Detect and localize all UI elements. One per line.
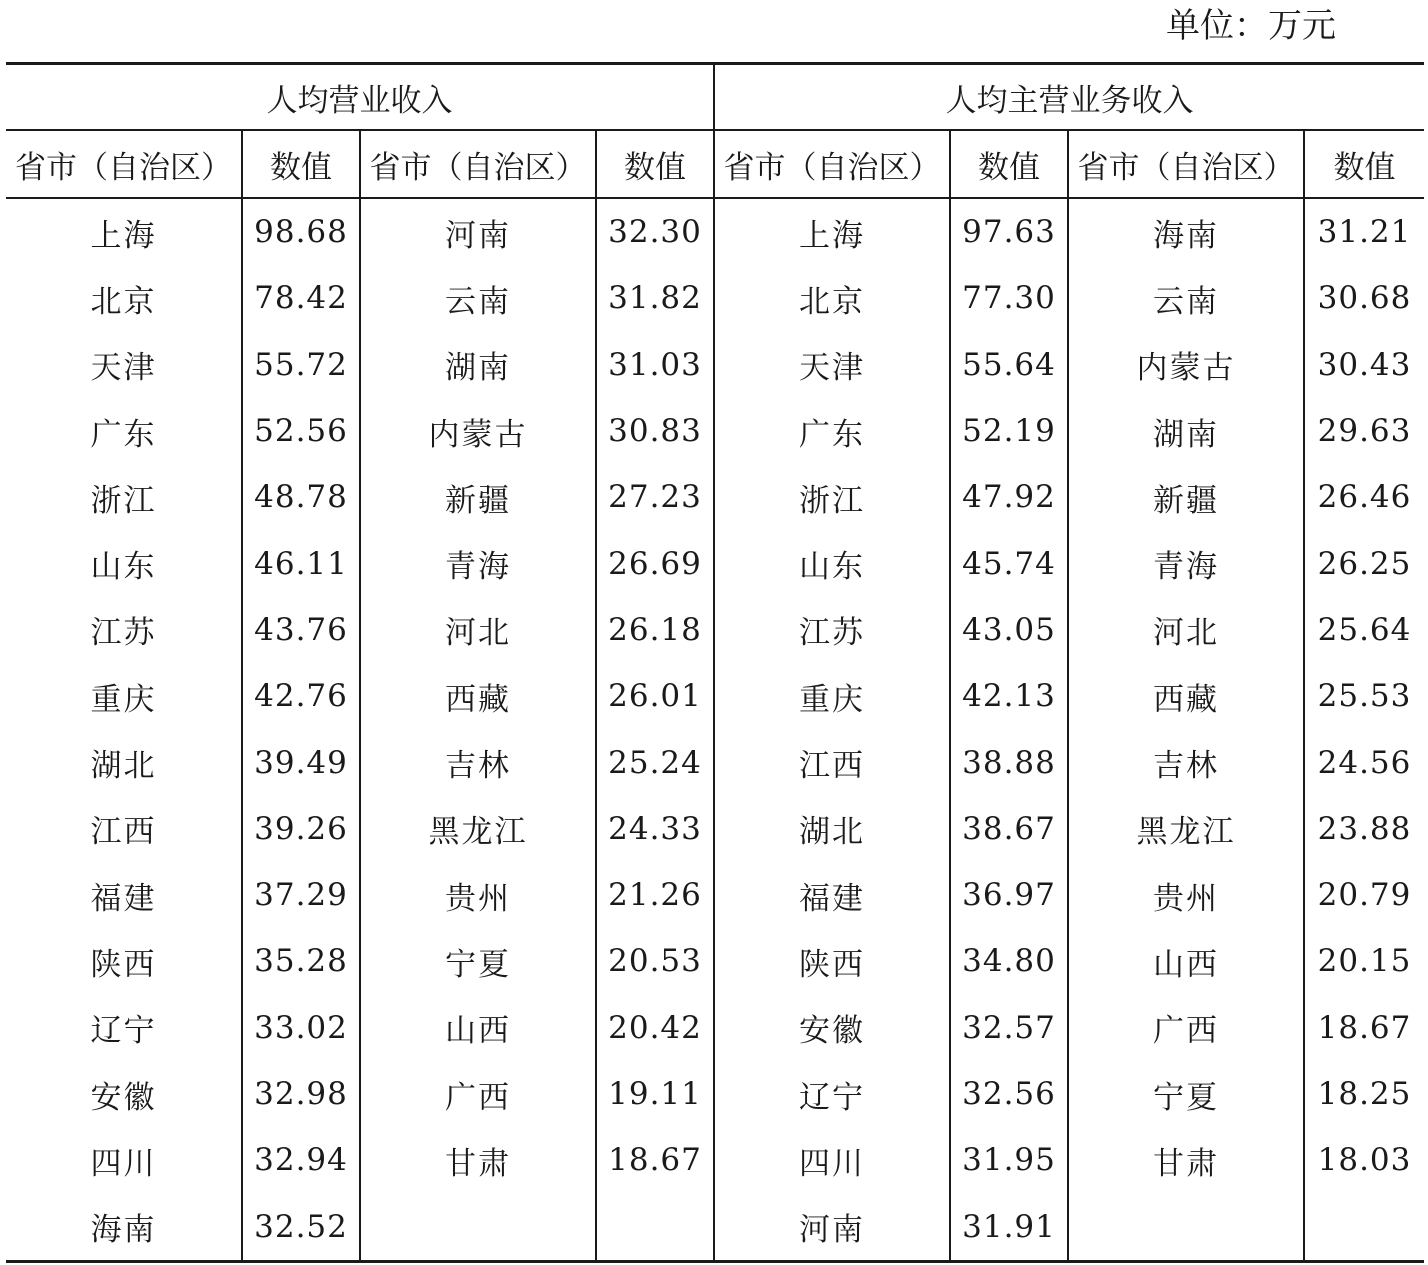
province-cell: 陕西: [714, 928, 950, 994]
province-cell: 天津: [714, 332, 950, 398]
group-header-main-business-revenue: 人均主营业务收入: [714, 64, 1424, 131]
value-cell: 32.98: [242, 1061, 360, 1127]
value-cell: 35.28: [242, 928, 360, 994]
value-cell: 25.64: [1304, 597, 1424, 663]
province-cell: 广东: [714, 398, 950, 464]
value-cell: 26.46: [1304, 464, 1424, 530]
province-cell: 云南: [360, 265, 596, 331]
province-cell: 安徽: [90, 1079, 157, 1116]
province-cell: 湖南: [1068, 398, 1304, 464]
province-cell: 新疆: [360, 464, 596, 530]
province-cell: 福建: [714, 862, 950, 928]
province-cell: 宁夏: [360, 928, 596, 994]
province-cell: 河北: [360, 597, 596, 663]
value-cell: 32.56: [950, 1061, 1068, 1127]
table-row: [6, 729, 1424, 795]
province-cell: 黑龙江: [1068, 796, 1304, 862]
value-cell: 26.25: [1304, 530, 1424, 596]
province-cell: 北京: [90, 283, 157, 320]
table-row: [6, 796, 1424, 862]
value-cell: 46.11: [242, 530, 360, 596]
province-cell: 上海: [714, 198, 950, 265]
unit-label: 单位：万元: [1166, 6, 1336, 46]
province-cell: 天津: [90, 350, 157, 387]
value-cell: 52.56: [242, 398, 360, 464]
province-cell: 山西: [360, 995, 596, 1061]
value-cell: 55.72: [242, 332, 360, 398]
table-row: [6, 862, 1424, 928]
province-cell: 青海: [360, 530, 596, 596]
column-header-province: 省市（自治区）: [6, 130, 242, 198]
value-cell: 27.23: [596, 464, 714, 530]
province-cell: 重庆: [90, 681, 157, 718]
value-cell: 31.82: [596, 265, 714, 331]
value-cell: 31.03: [596, 332, 714, 398]
province-cell: 山东: [714, 530, 950, 596]
province-cell: 吉林: [1068, 729, 1304, 795]
value-cell: 26.18: [596, 597, 714, 663]
province-cell: 浙江: [90, 482, 157, 519]
column-header-province: 省市（自治区）: [1068, 130, 1304, 198]
value-cell: 30.43: [1304, 332, 1424, 398]
province-cell: 宁夏: [1068, 1061, 1304, 1127]
province-cell: 海南: [1068, 198, 1304, 265]
province-cell: 江西: [90, 814, 157, 851]
group-header-revenue: 人均营业收入: [6, 64, 714, 131]
group-header-row: [6, 64, 1424, 131]
value-cell: 18.67: [1304, 995, 1424, 1061]
value-cell: 32.57: [950, 995, 1068, 1061]
province-cell: 四川: [90, 1145, 157, 1182]
value-cell: 45.74: [950, 530, 1068, 596]
value-cell: 36.97: [950, 862, 1068, 928]
province-cell: 甘肃: [360, 1127, 596, 1193]
column-header-value: 数值: [950, 130, 1068, 198]
table-row: [6, 597, 1424, 663]
table-row: [6, 1193, 1424, 1261]
value-cell: 23.88: [1304, 796, 1424, 862]
column-header-value: 数值: [1304, 130, 1424, 198]
value-cell: 24.33: [596, 796, 714, 862]
value-cell: 37.29: [242, 862, 360, 928]
province-cell: 河南: [714, 1193, 950, 1261]
value-cell: 26.01: [596, 663, 714, 729]
province-cell: 江苏: [90, 615, 157, 652]
province-cell: 西藏: [1068, 663, 1304, 729]
value-cell: 25.24: [596, 729, 714, 795]
value-cell: 20.53: [596, 928, 714, 994]
province-cell: 江西: [714, 729, 950, 795]
value-cell: 97.63: [950, 198, 1068, 265]
table-row: [6, 995, 1424, 1061]
province-cell: 黑龙江: [360, 796, 596, 862]
value-cell: 38.67: [950, 796, 1068, 862]
value-cell: 33.02: [242, 995, 360, 1061]
province-cell: 贵州: [1068, 862, 1304, 928]
province-cell: [360, 1193, 596, 1261]
value-cell: 43.05: [950, 597, 1068, 663]
province-cell: [1068, 1193, 1304, 1261]
value-cell: 55.64: [950, 332, 1068, 398]
province-cell: 内蒙古: [360, 398, 596, 464]
value-cell: 18.67: [596, 1127, 714, 1193]
value-cell: 38.88: [950, 729, 1068, 795]
province-cell: 新疆: [1068, 464, 1304, 530]
table-row: [6, 663, 1424, 729]
value-cell: 30.83: [596, 398, 714, 464]
province-cell: 内蒙古: [1068, 332, 1304, 398]
province-cell: 河北: [1068, 597, 1304, 663]
value-cell: 47.92: [950, 464, 1068, 530]
value-cell: 20.79: [1304, 862, 1424, 928]
province-cell: 云南: [1068, 265, 1304, 331]
province-cell: 上海: [90, 217, 157, 254]
province-cell: 广西: [1068, 995, 1304, 1061]
province-cell: 吉林: [360, 729, 596, 795]
province-cell: 福建: [90, 880, 157, 917]
table-row: [6, 398, 1424, 464]
data-table: [6, 62, 1424, 1263]
value-cell: 32.52: [242, 1193, 360, 1261]
column-header-province: 省市（自治区）: [714, 130, 950, 198]
province-cell: 山东: [90, 549, 157, 586]
province-cell: 青海: [1068, 530, 1304, 596]
table-row: [6, 198, 1424, 265]
province-cell: 湖北: [714, 796, 950, 862]
value-cell: [596, 1193, 714, 1261]
province-cell: 甘肃: [1068, 1127, 1304, 1193]
value-cell: 20.42: [596, 995, 714, 1061]
table-row: [6, 1061, 1424, 1127]
value-cell: 31.91: [950, 1193, 1068, 1261]
value-cell: 18.03: [1304, 1127, 1424, 1193]
column-header-value: 数值: [596, 130, 714, 198]
value-cell: 31.95: [950, 1127, 1068, 1193]
province-cell: 重庆: [714, 663, 950, 729]
province-cell: 陕西: [90, 946, 157, 983]
province-cell: 江苏: [714, 597, 950, 663]
table-row: [6, 464, 1424, 530]
value-cell: 29.63: [1304, 398, 1424, 464]
province-cell: 湖北: [90, 748, 157, 785]
value-cell: 20.15: [1304, 928, 1424, 994]
province-cell: 湖南: [360, 332, 596, 398]
value-cell: 42.13: [950, 663, 1068, 729]
value-cell: 42.76: [242, 663, 360, 729]
value-cell: 18.25: [1304, 1061, 1424, 1127]
table-row: [6, 265, 1424, 331]
value-cell: 19.11: [596, 1061, 714, 1127]
value-cell: 52.19: [950, 398, 1068, 464]
value-cell: 30.68: [1304, 265, 1424, 331]
table-row: [6, 530, 1424, 596]
value-cell: [1304, 1193, 1424, 1261]
province-cell: 广东: [90, 416, 157, 453]
province-cell: 河南: [360, 198, 596, 265]
value-cell: 21.26: [596, 862, 714, 928]
value-cell: 48.78: [242, 464, 360, 530]
province-cell: 四川: [714, 1127, 950, 1193]
value-cell: 39.49: [242, 729, 360, 795]
table-row: [6, 332, 1424, 398]
value-cell: 25.53: [1304, 663, 1424, 729]
province-cell: 海南: [6, 1193, 242, 1261]
province-cell: 浙江: [714, 464, 950, 530]
province-cell: 辽宁: [90, 1013, 157, 1050]
table-body: [6, 64, 1424, 1262]
province-cell: 贵州: [360, 862, 596, 928]
table-row: [6, 1127, 1424, 1193]
table-row: [6, 928, 1424, 994]
value-cell: 32.30: [596, 198, 714, 265]
province-cell: 辽宁: [714, 1061, 950, 1127]
value-cell: 26.69: [596, 530, 714, 596]
province-cell: 西藏: [360, 663, 596, 729]
column-header-province: 省市（自治区）: [360, 130, 596, 198]
column-header-row: [6, 130, 1424, 198]
value-cell: 32.94: [242, 1127, 360, 1193]
column-header-value: 数值: [242, 130, 360, 198]
province-cell: 安徽: [714, 995, 950, 1061]
value-cell: 24.56: [1304, 729, 1424, 795]
province-cell: 山西: [1068, 928, 1304, 994]
province-cell: 广西: [360, 1061, 596, 1127]
value-cell: 78.42: [242, 265, 360, 331]
value-cell: 34.80: [950, 928, 1068, 994]
value-cell: 31.21: [1304, 198, 1424, 265]
value-cell: 77.30: [950, 265, 1068, 331]
value-cell: 39.26: [242, 796, 360, 862]
value-cell: 43.76: [242, 597, 360, 663]
value-cell: 98.68: [242, 198, 360, 265]
province-cell: 北京: [714, 265, 950, 331]
